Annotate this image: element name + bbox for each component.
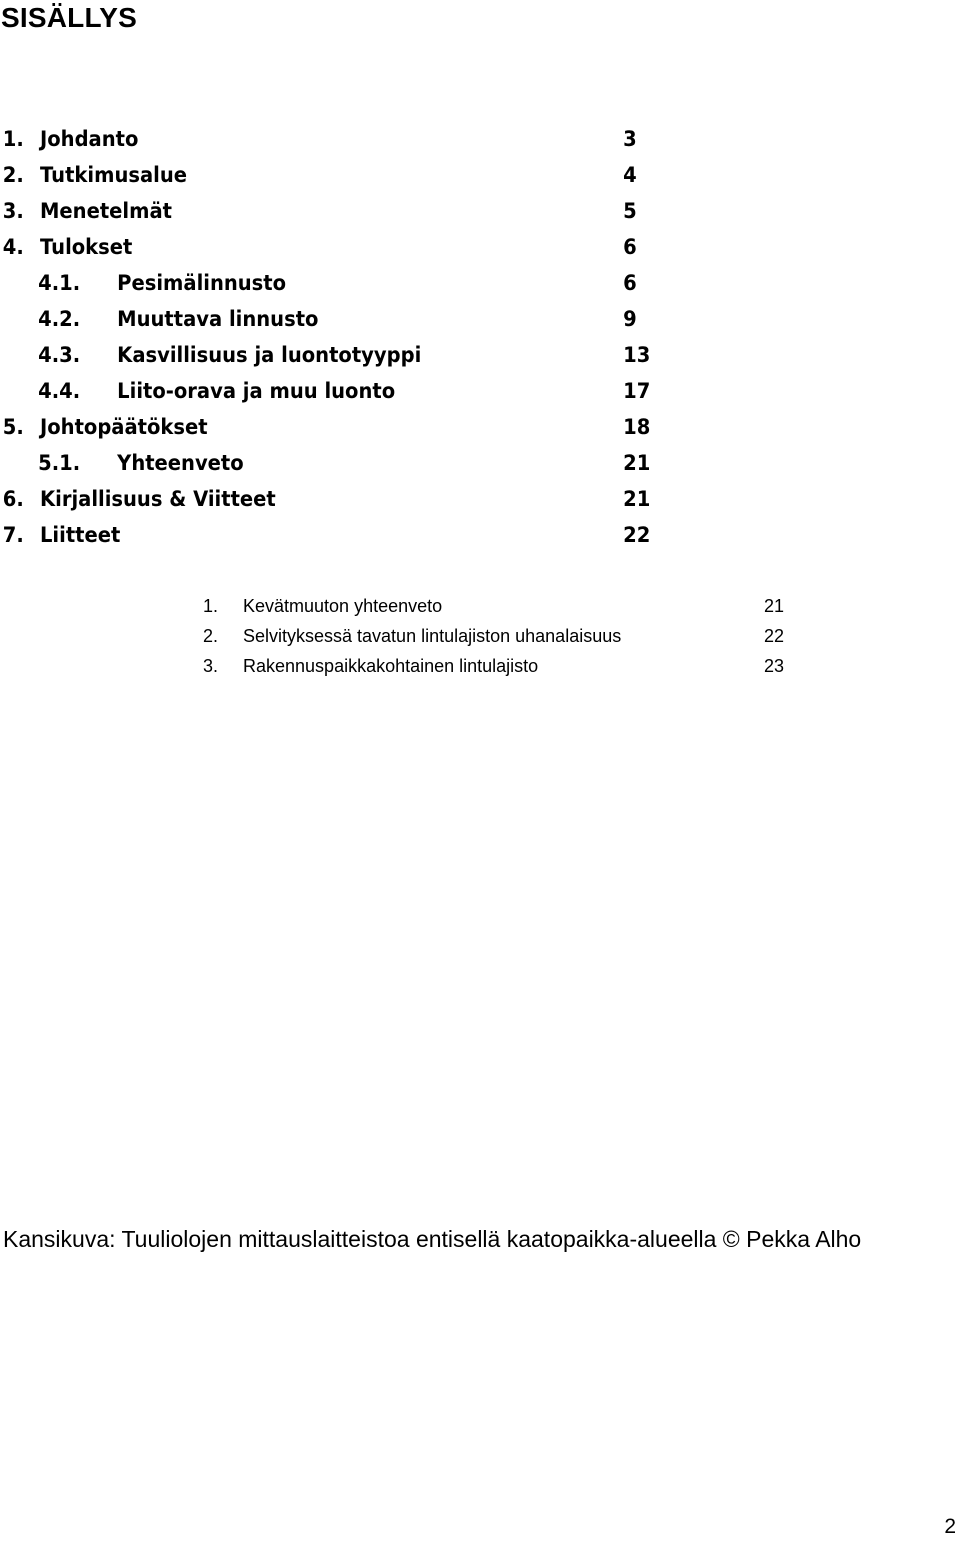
toc-subentry[interactable] bbox=[0, 373, 651, 409]
toc-entry-page: 3 bbox=[623, 127, 637, 151]
cover-photo-caption: Kansikuva: Tuuliolojen mittauslaitteistoa entisellä kaatopaikka-alueella © Pekka Alho bbox=[3, 1226, 862, 1252]
toc-entry-page: 21 bbox=[623, 451, 651, 475]
toc-subentry[interactable] bbox=[0, 445, 651, 481]
toc-entry-title: Johdanto bbox=[39, 127, 139, 151]
toc-entry-page: 18 bbox=[623, 415, 651, 439]
toc-entry-number: 1. bbox=[2, 127, 24, 151]
toc-entry-page: 6 bbox=[623, 271, 637, 295]
toc-entry-number: 4.2. bbox=[38, 307, 81, 331]
toc-entry-page: 4 bbox=[623, 163, 637, 187]
toc-entry-number: 2. bbox=[2, 163, 24, 187]
toc-entry-title: Muuttava linnusto bbox=[117, 307, 319, 331]
toc-subentry[interactable] bbox=[0, 301, 651, 337]
toc-entry-title: Liitteet bbox=[39, 523, 121, 547]
appendix-page: 22 bbox=[764, 626, 785, 646]
toc-entry-number: 4.4. bbox=[38, 379, 81, 403]
toc-entry-number: 4.3. bbox=[38, 343, 81, 367]
toc-entry-page: 6 bbox=[623, 235, 637, 259]
toc-entry-number: 4.1. bbox=[38, 271, 81, 295]
toc-entry-title: Tutkimusalue bbox=[39, 163, 188, 187]
appendix-title: Selvityksessä tavatun lintulajiston uhanalaisuus bbox=[243, 626, 622, 646]
page-number: 2 bbox=[944, 1515, 956, 1538]
toc-subentry[interactable] bbox=[0, 337, 651, 373]
toc-entry-title: Kasvillisuus ja luontotyyppi bbox=[117, 343, 422, 367]
toc-entry-title: Johtopäätökset bbox=[39, 415, 208, 439]
toc-entry-page: 9 bbox=[623, 307, 637, 331]
toc-entry-number: 5.1. bbox=[38, 451, 81, 475]
toc-entry[interactable] bbox=[0, 409, 651, 445]
appendix-entry[interactable] bbox=[0, 591, 800, 621]
toc-entry[interactable] bbox=[0, 229, 651, 265]
toc-entry[interactable] bbox=[0, 193, 651, 229]
appendix-title: Kevätmuuton yhteenveto bbox=[243, 596, 443, 616]
appendix-number: 3. bbox=[203, 656, 219, 676]
appendix-entry[interactable] bbox=[0, 621, 800, 651]
toc-entry-number: 7. bbox=[2, 523, 24, 547]
toc-entry[interactable] bbox=[0, 517, 651, 553]
toc-entry-number: 5. bbox=[2, 415, 24, 439]
toc-entry-page: 13 bbox=[623, 343, 651, 367]
toc-entry[interactable] bbox=[0, 481, 651, 517]
page-title: SISÄLLYS bbox=[1, 2, 137, 33]
toc-entry-page: 22 bbox=[623, 523, 651, 547]
toc-entry-page: 17 bbox=[623, 379, 651, 403]
toc-entry-number: 3. bbox=[2, 199, 24, 223]
toc-entry-title: Yhteenveto bbox=[117, 451, 244, 475]
toc-subentry[interactable] bbox=[0, 265, 651, 301]
appendix-entry[interactable] bbox=[0, 651, 800, 681]
toc-entry-title: Pesimälinnusto bbox=[117, 271, 287, 295]
appendix-title: Rakennuspaikkakohtainen lintulajisto bbox=[243, 656, 539, 676]
toc-entry-title: Menetelmät bbox=[39, 199, 172, 223]
appendix-page: 21 bbox=[764, 596, 785, 616]
toc-entry-page: 5 bbox=[623, 199, 637, 223]
toc-entry-page: 21 bbox=[623, 487, 651, 511]
appendix-page: 23 bbox=[764, 656, 785, 676]
appendix-number: 2. bbox=[203, 626, 219, 646]
toc-entry-title: Tulokset bbox=[39, 235, 133, 259]
toc-entry-number: 4. bbox=[2, 235, 24, 259]
toc-entry-title: Kirjallisuus & Viitteet bbox=[39, 487, 276, 511]
toc-entry-title: Liito-orava ja muu luonto bbox=[117, 379, 396, 403]
toc-entry-number: 6. bbox=[2, 487, 24, 511]
toc-entry[interactable] bbox=[0, 121, 651, 157]
appendix-number: 1. bbox=[203, 596, 219, 616]
toc-entry[interactable] bbox=[0, 157, 651, 193]
